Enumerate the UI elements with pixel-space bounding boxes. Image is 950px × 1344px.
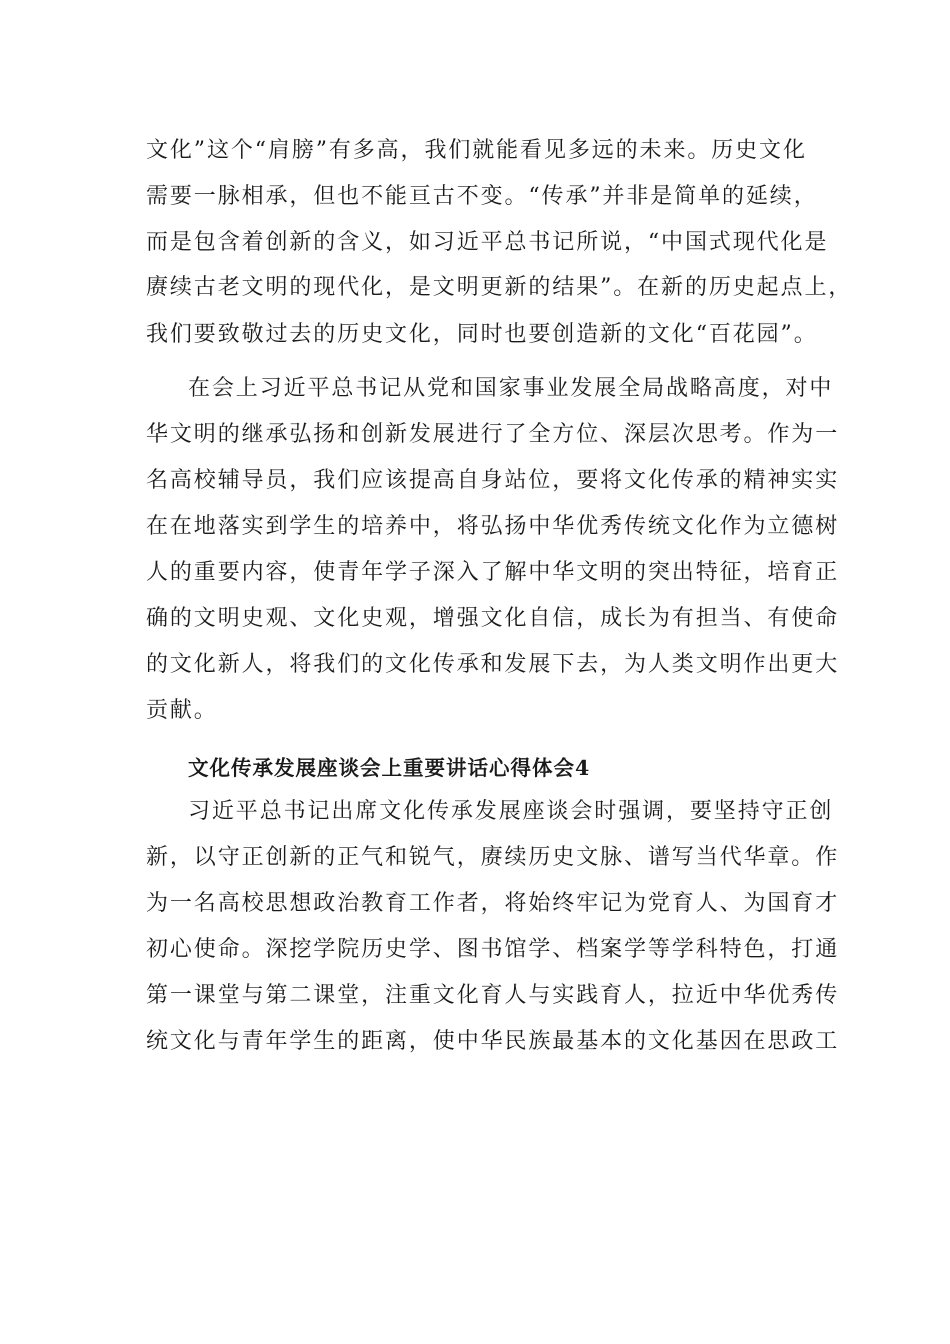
paragraph-2-line-1: 在会上习近平总书记从党和国家事业发展全局战略高度，对中 bbox=[188, 376, 834, 401]
paragraph-3-line-4: 初心使命。深挖学院历史学、图书馆学、档案学等学科特色，打通 bbox=[146, 937, 840, 962]
paragraph-3-line-6: 统文化与青年学生的距离，使中华民族最基本的文化基因在思政工 bbox=[146, 1029, 840, 1054]
paragraph-2-line-6: 确的文明史观、文化史观，增强文化自信，成长为有担当、有使命 bbox=[146, 606, 840, 631]
paragraph-2-line-5: 人的重要内容，使青年学子深入了解中华文明的突出特征，培育正 bbox=[146, 560, 840, 585]
paragraph-3-line-3: 为一名高校思想政治教育工作者，将始终牢记为党育人、为国育才 bbox=[146, 891, 840, 916]
paragraph-1-line-1: 文化”这个“肩膀”有多高，我们就能看见多远的未来。历史文化 bbox=[146, 138, 807, 163]
paragraph-1-line-4: 赓续古老文明的现代化，是文明更新的结果”。在新的历史起点上， bbox=[146, 275, 853, 300]
paragraph-2-line-8: 贡献。 bbox=[146, 698, 218, 723]
paragraph-2-line-3: 名高校辅导员，我们应该提高自身站位，要将文化传承的精神实实 bbox=[146, 468, 840, 493]
paragraph-2-line-7: 的文化新人，将我们的文化传承和发展下去，为人类文明作出更大 bbox=[146, 652, 840, 677]
paragraph-2-line-4: 在在地落实到学生的培养中，将弘扬中华优秀传统文化作为立德树 bbox=[146, 514, 840, 539]
paragraph-3-line-1: 习近平总书记出席文化传承发展座谈会时强调，要坚持守正创 bbox=[188, 799, 834, 824]
section-heading: 文化传承发展座谈会上重要讲话心得体会4 bbox=[188, 756, 591, 780]
paragraph-1-line-2: 需要一脉相承，但也不能亘古不变。“传承”并非是简单的延续， bbox=[146, 184, 818, 209]
paragraph-1-line-5: 我们要致敬过去的历史文化，同时也要创造新的文化“百花园”。 bbox=[146, 322, 818, 347]
paragraph-3-line-2: 新，以守正创新的正气和锐气，赓续历史文脉、谱写当代华章。作 bbox=[146, 845, 840, 870]
paragraph-3-line-5: 第一课堂与第二课堂，注重文化育人与实践育人，拉近中华优秀传 bbox=[146, 983, 840, 1008]
paragraph-1-line-3: 而是包含着创新的含义，如习近平总书记所说，“中国式现代化是 bbox=[146, 230, 829, 255]
paragraph-2-line-2: 华文明的继承弘扬和创新发展进行了全方位、深层次思考。作为一 bbox=[146, 422, 840, 447]
